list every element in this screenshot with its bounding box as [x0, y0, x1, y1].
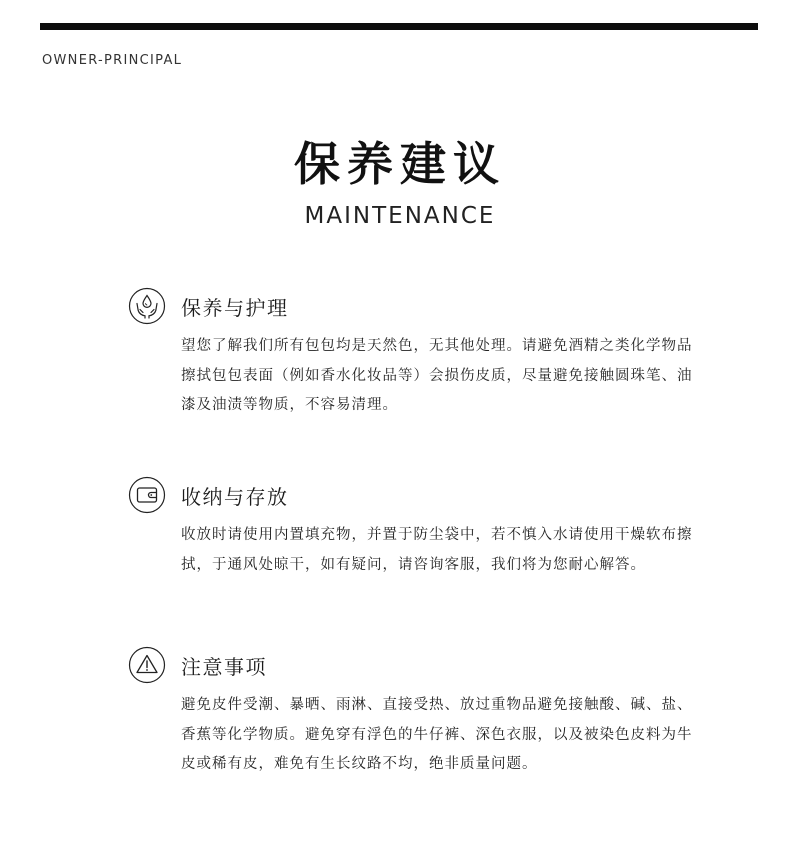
section-title: 收纳与存放	[181, 485, 289, 509]
top-divider	[40, 23, 758, 30]
warning-triangle-icon	[128, 646, 166, 684]
section-body: 收放时请使用内置填充物，并置于防尘袋中，若不慎入水请使用干燥软布擦拭，于通风处晾干，如有疑问，请咨询客服，我们将为您耐心解答。	[181, 527, 693, 573]
section-title: 保养与护理	[181, 296, 289, 320]
section-body: 避免皮件受潮、暴晒、雨淋、直接受热、放过重物品避免接触酸、碱、盐、香蕉等化学物质。避免穿有浮色的牛仔裤、深色衣服，以及被染色皮料为牛皮或稀有皮，难免有生长纹路不均，绝非质量问题。	[181, 697, 693, 772]
section-body: 望您了解我们所有包包均是天然色，无其他处理。请避免酒精之类化学物品擦拭包包表面（例如香水化妆品等）会损伤皮质，尽量避免接触圆珠笔、油漆及油渍等物质，不容易清理。	[181, 338, 693, 413]
brand-name: OWNER-PRINCIPAL	[42, 53, 183, 68]
wallet-icon	[128, 476, 166, 514]
page-title: 保养建议	[294, 137, 506, 191]
page-subtitle: MAINTENANCE	[304, 203, 496, 229]
section-title: 注意事项	[181, 655, 267, 679]
hands-droplet-icon	[128, 287, 166, 325]
